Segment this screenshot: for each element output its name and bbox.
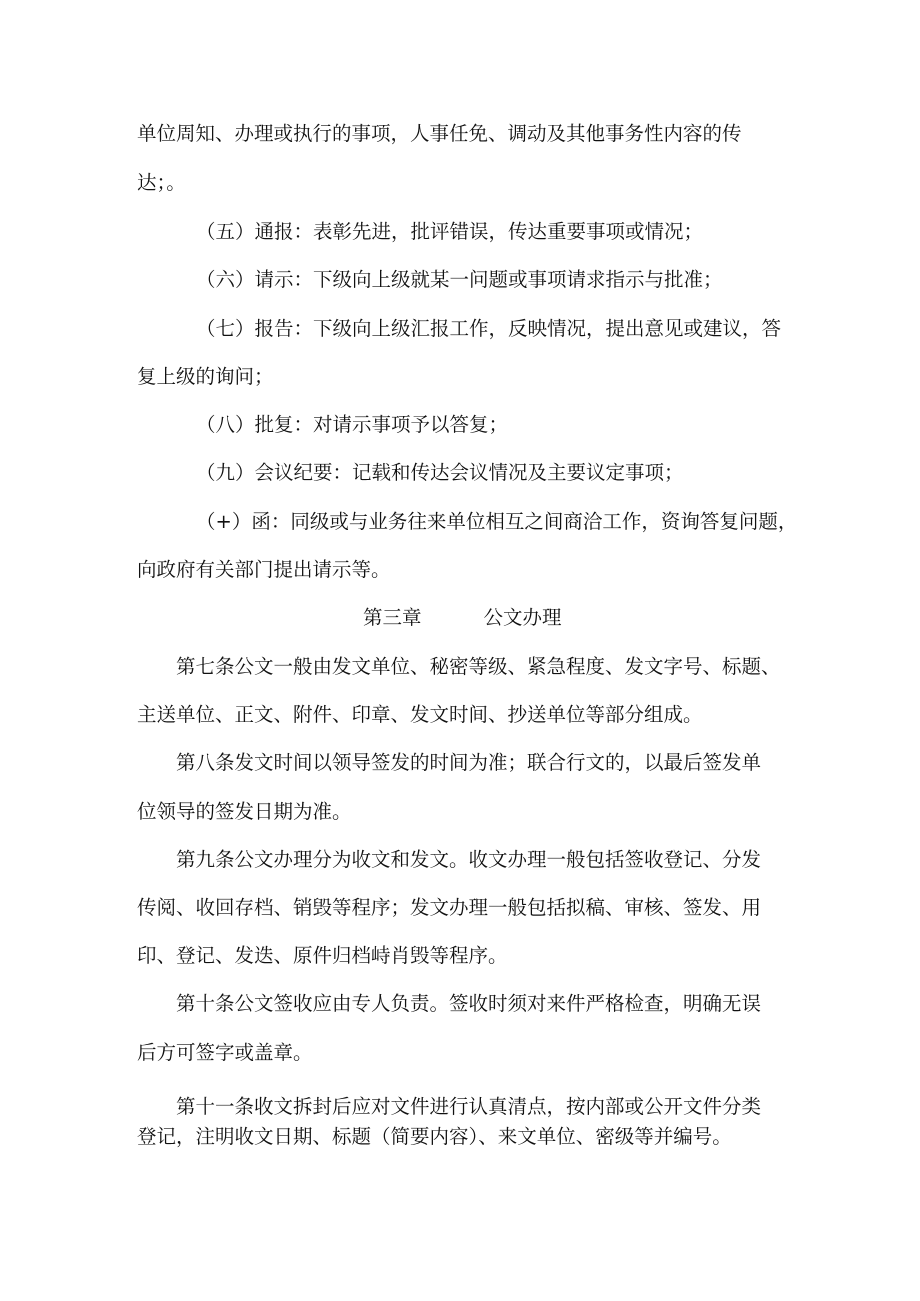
text-line: 主送单位、正文、附件、印章、发文时间、抄送单位等部分组成。 [137,703,703,726]
text-line: 后方可签字或盖章。 [137,1041,313,1064]
text-line: 登记，注明收文日期、标题（简要内容）、来文单位、密级等并编号。 [137,1125,732,1148]
text-line: 传阅、收回存档、销毁等程序；发文办理一般包括拟稿、审核、签发、用 [137,896,762,919]
text-line: 第七条公文一般由发文单位、秘密等级、紧急程度、发文字号、标题、 [176,655,781,678]
text-line: 复上级的询问； [137,365,274,388]
text-line: （六）请示：下级向上级就某一问题或事项请求指示与批准； [196,268,723,291]
text-line: （+）函：同级或与业务往来单位相互之间商洽工作，资询答复问题， [196,510,798,533]
chapter-heading: 第三章 公文办理 [363,606,562,629]
text-line: （八）批复：对请示事项予以答复； [196,413,509,436]
text-line: 第八条发文时间以领导签发的时间为准；联合行文的，以最后签发单 [176,751,762,774]
text-line: 向政府有关部门提出请示等。 [137,558,391,581]
text-line: （五）通报：表彰先进，批评错误，传达重要事项或情况； [196,220,704,243]
text-line: 第十一条收文拆封后应对文件进行认真清点，按内部或公开文件分类 [176,1095,762,1118]
text-line: 单位周知、办理或执行的事项，人事任免、调动及其他事务性内容的传 [137,122,742,145]
text-line: 达；。 [137,171,186,194]
text-line: 位领导的签发日期为准。 [137,800,352,823]
text-line: （九）会议纪要：记载和传达会议情况及主要议定事项； [196,461,684,484]
text-line: 第九条公文办理分为收文和发文。收文办理一般包括签收登记、分发 [176,848,762,871]
text-line: 印、登记、发迭、原件归档峙肖毁等程序。 [137,944,508,967]
text-line: 第十条公文签收应由专人负责。签收时须对来件严格检查，明确无误 [176,992,762,1015]
text-line: （七）报告：下级向上级汇报工作，反映情况，提出意见或建议，答 [196,317,782,340]
